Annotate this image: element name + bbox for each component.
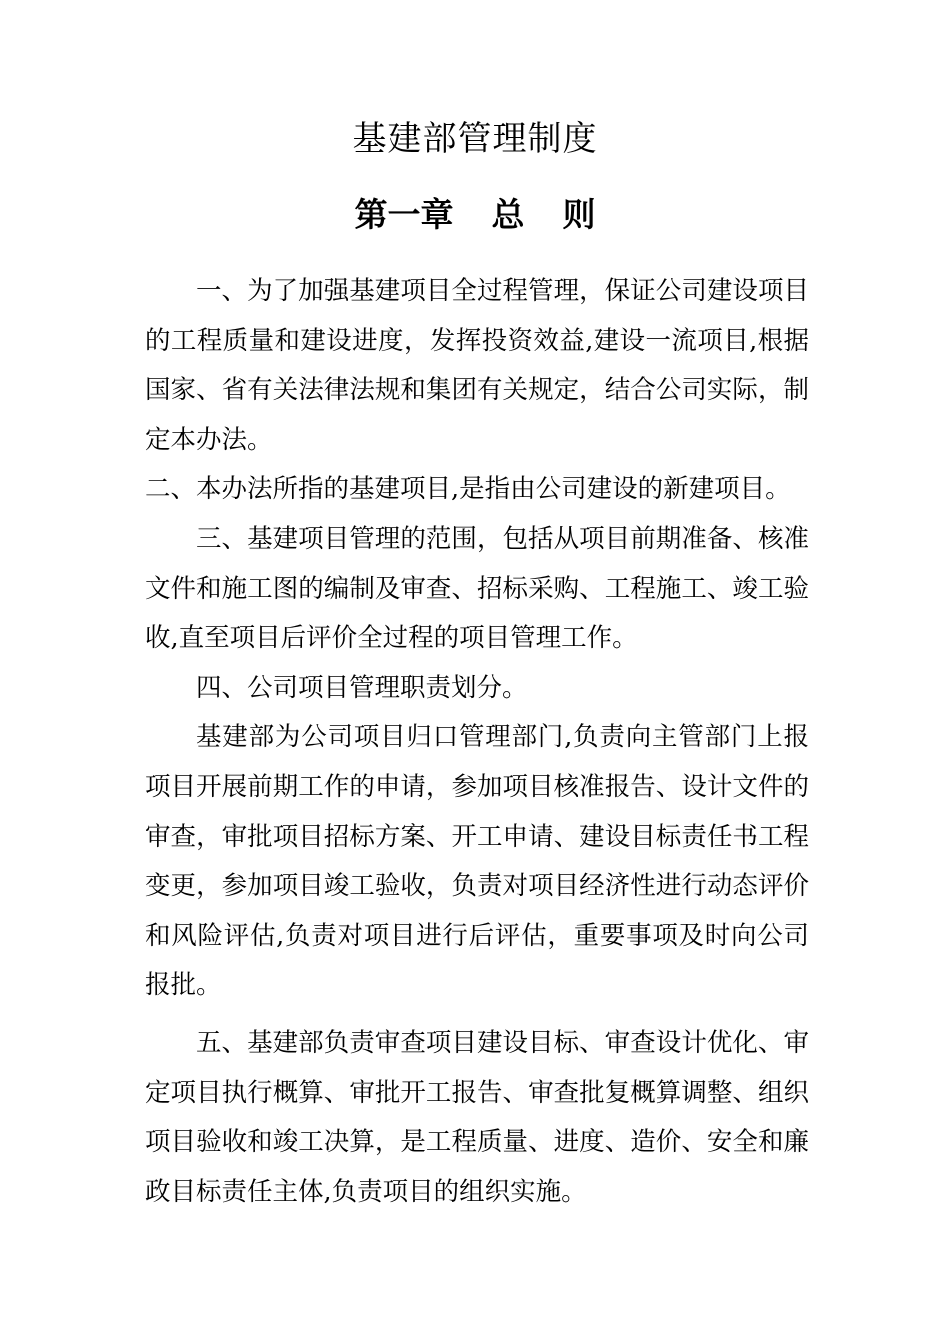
document-body [145,267,809,1217]
paragraph-6: 五、基建部负责审查项目建设目标、审查设计优化、审定项目执行概算、审批开工报告、审查批复概算调整、组织项目验收和竣工决算，是工程质量、进度、造价、安全和廉政目标责任主体,负责项目的组织实施。 [145,1027,809,1207]
document-title: 基建部管理制度 [352,119,598,159]
paragraph-1: 一、为了加强基建项目全过程管理，保证公司建设项目的工程质量和建设进度，发挥投资效益,建设一流项目,根据国家、省有关法律法规和集团有关规定，结合公司实际，制定本办法。 [145,276,809,455]
chapter-heading [0,190,950,240]
chapter-word-general: 总 [491,195,525,234]
paragraph-4: 四、公司项目管理职责划分。 [196,672,528,703]
chapter-word-rules: 则 [562,195,596,234]
paragraph-2: 二、本办法所指的基建项目,是指由公司建设的新建项目。 [145,474,791,505]
paragraph-3: 三、基建项目管理的范围，包括从项目前期准备、核准文件和施工图的编制及审查、招标采购、工程施工、竣工验收,直至项目后评价全过程的项目管理工作。 [145,523,809,654]
chapter-label: 第一章 [354,195,454,234]
paragraph-5: 基建部为公司项目归口管理部门,负责向主管部门上报项目开展前期工作的申请，参加项目核准报告、设计文件的审查，审批项目招标方案、开工申请、建设目标责任书工程变更，参加项目竣工验收，负责对项目经济性进行动态评价和风险评估,负责对项目进行后评估，重要事项及时向公司报批。 [145,722,809,1001]
